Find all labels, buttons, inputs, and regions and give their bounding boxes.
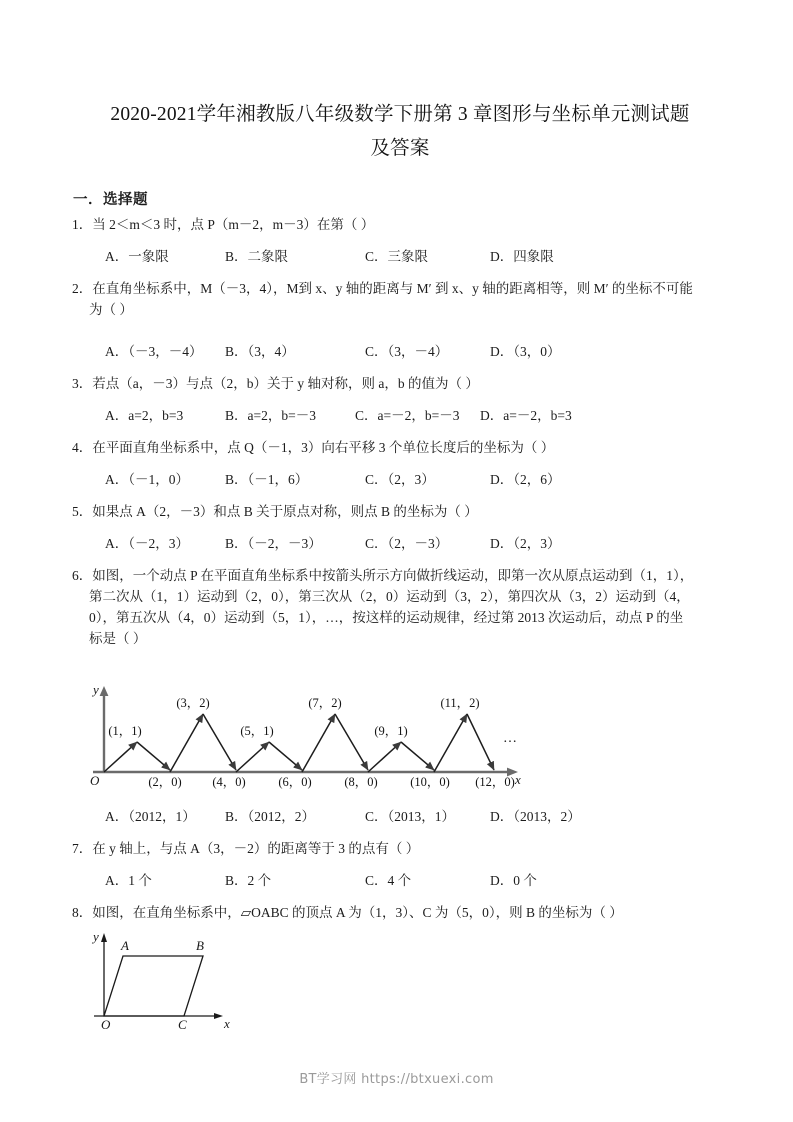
option-2-a[interactable]: A．（－3，－4）	[105, 344, 203, 359]
question-7	[72, 838, 732, 859]
question-2-stem-line2: 为（ ）	[89, 302, 133, 317]
option-1-c[interactable]: C．三象限	[365, 249, 429, 264]
peak-label-4: (7，2)	[308, 696, 342, 710]
page-title-line2: 及答案	[370, 138, 430, 159]
x-axis-arrow	[214, 1013, 223, 1019]
question-3	[72, 373, 732, 394]
base-label-1: (2，0)	[148, 775, 182, 789]
option-3-d[interactable]: D．a=－2，b=3	[480, 408, 572, 423]
x-axis-label: x	[224, 1016, 230, 1031]
vertex-label-a: A	[121, 938, 129, 953]
option-4-d[interactable]: D．（2，6）	[490, 472, 561, 487]
option-5-d[interactable]: D．（2，3）	[490, 536, 561, 551]
option-2-b[interactable]: B．（3，4）	[225, 344, 295, 359]
origin-label: O	[90, 773, 100, 788]
option-1-d[interactable]: D．四象限	[490, 249, 554, 264]
question-3-options	[72, 405, 752, 426]
option-6-d[interactable]: D．（2013，2）	[490, 809, 581, 824]
option-2-c[interactable]: C．（3，－4）	[365, 344, 449, 359]
question-4-options	[72, 469, 752, 490]
question-8	[72, 902, 732, 923]
option-3-b[interactable]: B．a=2，b=－3	[225, 408, 316, 423]
option-6-c[interactable]: C．（2013，1）	[365, 809, 456, 824]
y-axis-label: y	[93, 929, 99, 944]
question-6-stem-line3: 0），第五次从（4，0）运动到（5，1），…，按这样的运动规律，经过第 2013 次运动后，动点 P 的坐	[89, 610, 684, 625]
y-axis-arrow	[100, 686, 109, 696]
option-1-b[interactable]: B．二象限	[225, 249, 289, 264]
footer-watermark: BT学习网 https://btxuexi.com	[299, 1072, 494, 1087]
vertex-label-c: C	[178, 1017, 187, 1032]
question-4-stem: 4．在平面直角坐标系中，点 Q（－1，3）向右平移 3 个单位长度后的坐标为（ ）	[72, 440, 555, 455]
zigzag-segments	[104, 714, 494, 772]
option-7-b[interactable]: B．2 个	[225, 873, 272, 888]
question-8-stem: 8．如图，在直角坐标系中，▱OABC 的顶点 A 为（1，3）、C 为（5，0），则 B 的坐标为（ ）	[72, 905, 623, 920]
page-title	[55, 98, 745, 166]
question-6-stem-line1: 6．如图，一个动点 P 在平面直角坐标系中按箭头所示方向做折线运动，即第一次从原点运动到（1，1），	[72, 568, 694, 583]
option-4-c[interactable]: C．（2，3）	[365, 472, 435, 487]
question-6-stem-line2: 第二次从（1，1）运动到（2，0），第三次从（2，0）运动到（3，2），第四次从（3，2）运动到（4，	[89, 589, 690, 604]
option-5-b[interactable]: B．（－2，－3）	[225, 536, 322, 551]
question-3-stem: 3．若点（a，－3）与点（2，b）关于 y 轴对称，则 a，b 的值为（ ）	[72, 376, 479, 391]
question-4	[72, 437, 732, 458]
option-4-b[interactable]: B．（－1，6）	[225, 472, 309, 487]
option-7-c[interactable]: C．4 个	[365, 873, 412, 888]
parallelogram-shape	[104, 956, 203, 1016]
parallelogram-svg	[90, 928, 240, 1032]
peak-label-2: (3，2)	[176, 696, 210, 710]
question-6	[72, 565, 732, 649]
question-7-stem: 7．在 y 轴上，与点 A（3，－2）的距离等于 3 的点有（ ）	[72, 841, 420, 856]
base-label-2: (4，0)	[212, 775, 246, 789]
question-2-options	[72, 341, 752, 362]
vertex-label-o: O	[101, 1017, 111, 1032]
question-5-options	[72, 533, 752, 554]
figure-parallelogram-oabc	[90, 928, 240, 1032]
question-6-options	[72, 806, 752, 827]
x-axis-label: x	[515, 772, 521, 787]
peak-labels	[108, 696, 479, 738]
page-title-line1: 2020-2021学年湘教版八年级数学下册第 3 章图形与坐标单元测试题	[110, 104, 690, 125]
question-1-stem: 1．当 2＜m＜3 时，点 P（m－2，m－3）在第（ ）	[72, 217, 375, 232]
peak-label-6: (11，2)	[440, 696, 480, 710]
option-2-d[interactable]: D．（3，0）	[490, 344, 561, 359]
zigzag-svg	[85, 680, 535, 790]
option-6-a[interactable]: A．（2012，1）	[105, 809, 196, 824]
question-7-options	[72, 870, 752, 891]
question-1-options	[72, 246, 752, 267]
question-1	[72, 214, 732, 235]
option-7-a[interactable]: A．1 个	[105, 873, 152, 888]
vertex-label-b: B	[196, 938, 204, 953]
question-2	[72, 278, 732, 320]
question-2-stem-line1: 2．在直角坐标系中，M（－3，4），M到 x、y 轴的距离与 M′ 到 x、y 轴的距离相等，则 M′ 的坐标不可能	[72, 281, 693, 296]
y-axis-arrow	[101, 933, 107, 942]
option-7-d[interactable]: D．0 个	[490, 873, 537, 888]
option-3-c[interactable]: C．a=－2，b=－3	[355, 408, 460, 423]
y-axis-label: y	[93, 682, 99, 697]
option-3-a[interactable]: A．a=2，b=3	[105, 408, 184, 423]
option-5-a[interactable]: A．（－2，3）	[105, 536, 189, 551]
peak-label-1: (1，1)	[108, 724, 142, 738]
option-1-a[interactable]: A．一象限	[105, 249, 169, 264]
question-5	[72, 501, 732, 522]
peak-label-5: (9，1)	[374, 724, 408, 738]
base-label-5: (10，0)	[410, 775, 450, 789]
base-label-6: (12，0)	[475, 775, 515, 789]
option-5-c[interactable]: C．（2，－3）	[365, 536, 449, 551]
figure-zigzag-motion	[85, 680, 535, 790]
base-labels	[148, 775, 514, 789]
ellipsis-label: …	[503, 731, 517, 746]
peak-label-3: (5，1)	[240, 724, 274, 738]
question-5-stem: 5．如果点 A（2，－3）和点 B 关于原点对称，则点 B 的坐标为（ ）	[72, 504, 478, 519]
base-label-4: (8，0)	[344, 775, 378, 789]
option-6-b[interactable]: B．（2012，2）	[225, 809, 316, 824]
option-4-a[interactable]: A．（－1，0）	[105, 472, 189, 487]
base-label-3: (6，0)	[278, 775, 312, 789]
section-heading: 一．选择题	[73, 192, 148, 208]
question-6-stem-line4: 标是（ ）	[89, 631, 147, 646]
